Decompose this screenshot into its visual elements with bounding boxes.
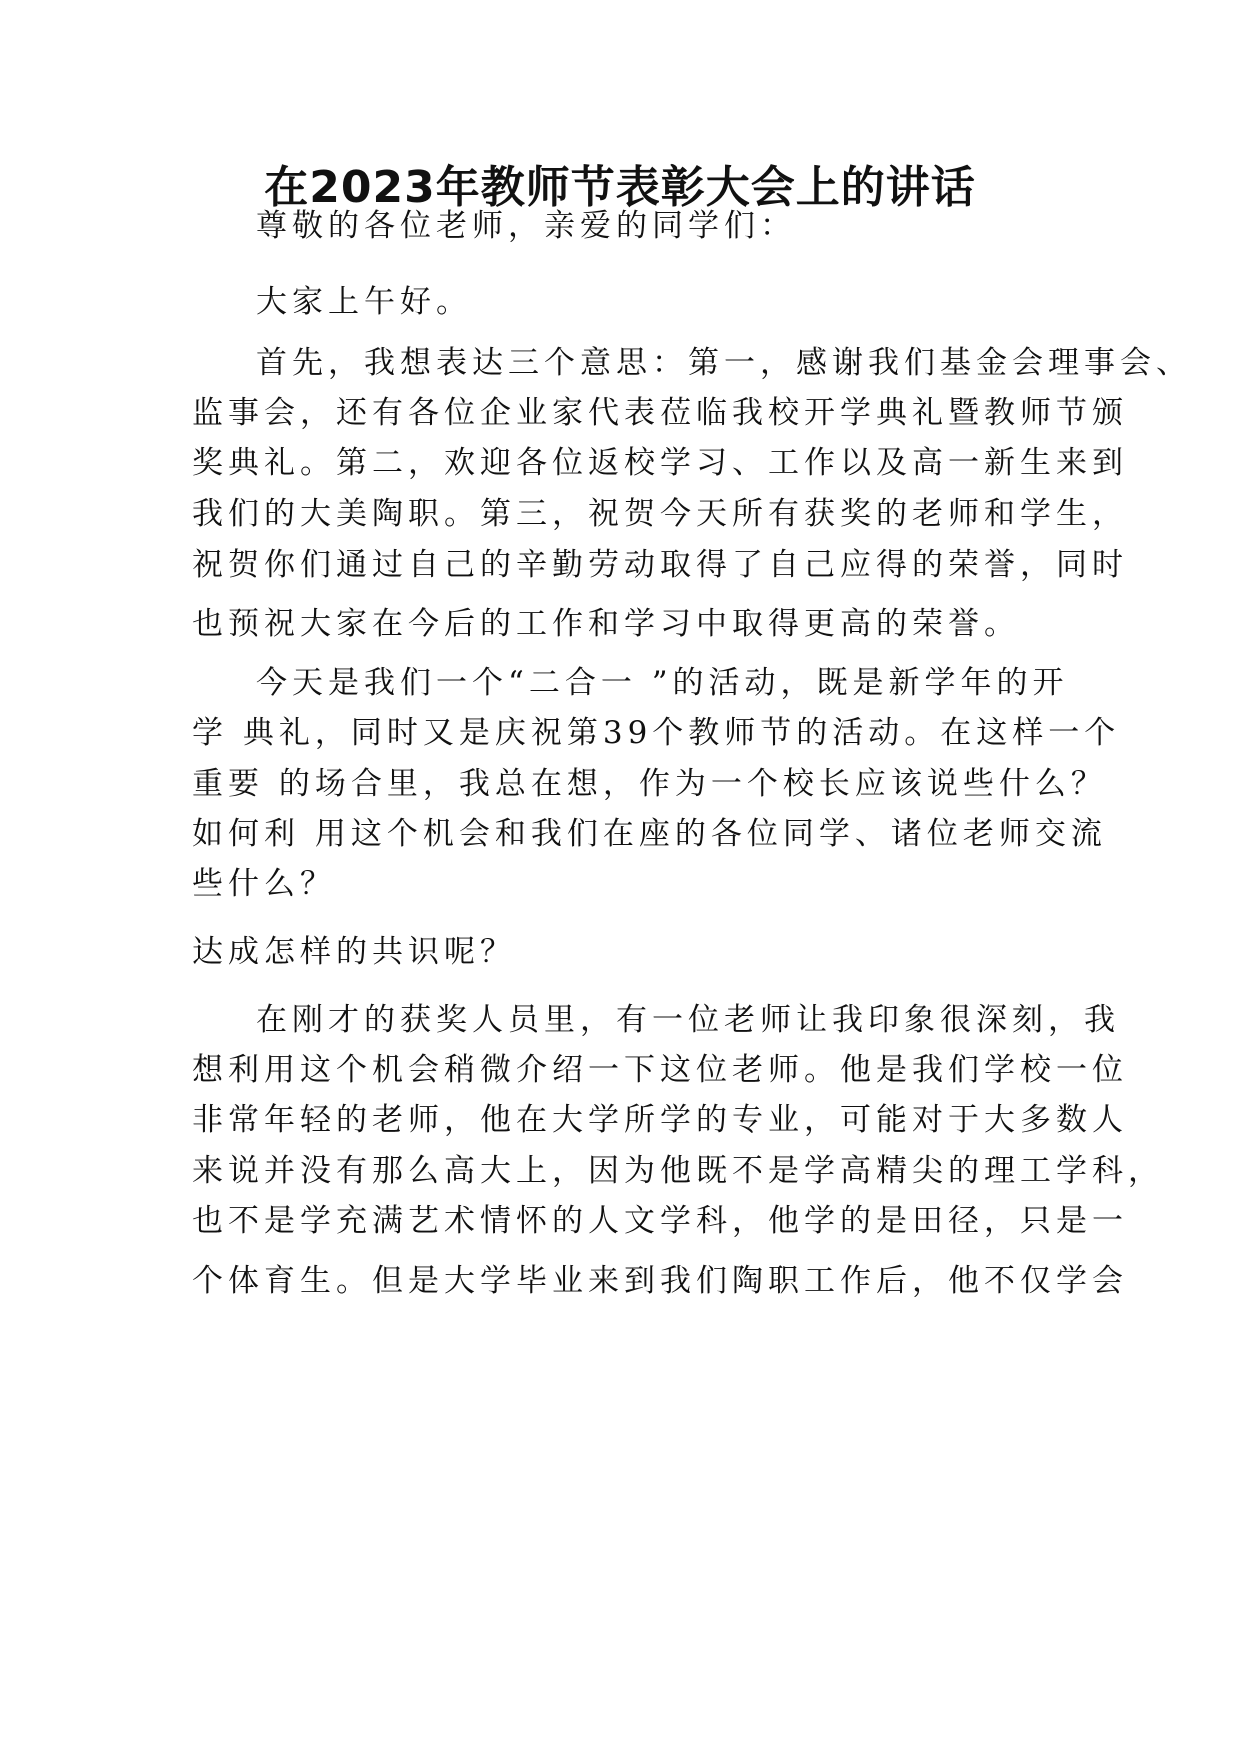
paragraph-line: 今天是我们一个“二合一 ”的活动，既是新学年的开 bbox=[256, 665, 1069, 701]
paragraph-line: 如何利 用这个机会和我们在座的各位同学、诸位老师交流 bbox=[192, 816, 1107, 852]
paragraph-line: 非常年轻的老师，他在大学所学的专业，可能对于大多数人 bbox=[192, 1102, 1128, 1138]
paragraph-line: 些什么？ bbox=[192, 866, 336, 902]
greeting: 大家上午好。 bbox=[256, 284, 472, 320]
paragraph-line: 来说并没有那么高大上，因为他既不是学高精尖的理工学科， bbox=[192, 1153, 1164, 1189]
paragraph-line: 达成怎样的共识呢？ bbox=[192, 934, 516, 970]
document-title: 在2023年教师节表彰大会上的讲话 bbox=[264, 162, 976, 213]
paragraph-line: 想利用这个机会稍微介绍一下这位老师。他是我们学校一位 bbox=[192, 1052, 1128, 1088]
paragraph-line: 也不是学充满艺术情怀的人文学科，他学的是田径，只是一 bbox=[192, 1203, 1128, 1239]
paragraph-line: 奖典礼。第二，欢迎各位返校学习、工作以及高一新生来到 bbox=[192, 445, 1128, 481]
paragraph-line: 祝贺你们通过自己的辛勤劳动取得了自己应得的荣誉，同时 bbox=[192, 547, 1128, 583]
paragraph-line: 我们的大美陶职。第三，祝贺今天所有获奖的老师和学生， bbox=[192, 496, 1128, 532]
paragraph-line: 首先，我想表达三个意思：第一，感谢我们基金会理事会、 bbox=[256, 345, 1192, 381]
paragraph-line: 重要 的场合里，我总在想，作为一个校长应该说些什么？ bbox=[192, 766, 1107, 802]
paragraph-line: 也预祝大家在今后的工作和学习中取得更高的荣誉。 bbox=[192, 606, 1020, 642]
salutation: 尊敬的各位老师，亲爱的同学们： bbox=[256, 208, 796, 244]
paragraph-line: 在刚才的获奖人员里，有一位老师让我印象很深刻，我 bbox=[256, 1002, 1120, 1038]
paragraph-line: 个体育生。但是大学毕业来到我们陶职工作后，他不仅学会 bbox=[192, 1263, 1128, 1299]
paragraph-line: 学 典礼，同时又是庆祝第39个教师节的活动。在这样一个 bbox=[192, 715, 1121, 751]
paragraph-line: 监事会，还有各位企业家代表莅临我校开学典礼暨教师节颁 bbox=[192, 395, 1128, 431]
